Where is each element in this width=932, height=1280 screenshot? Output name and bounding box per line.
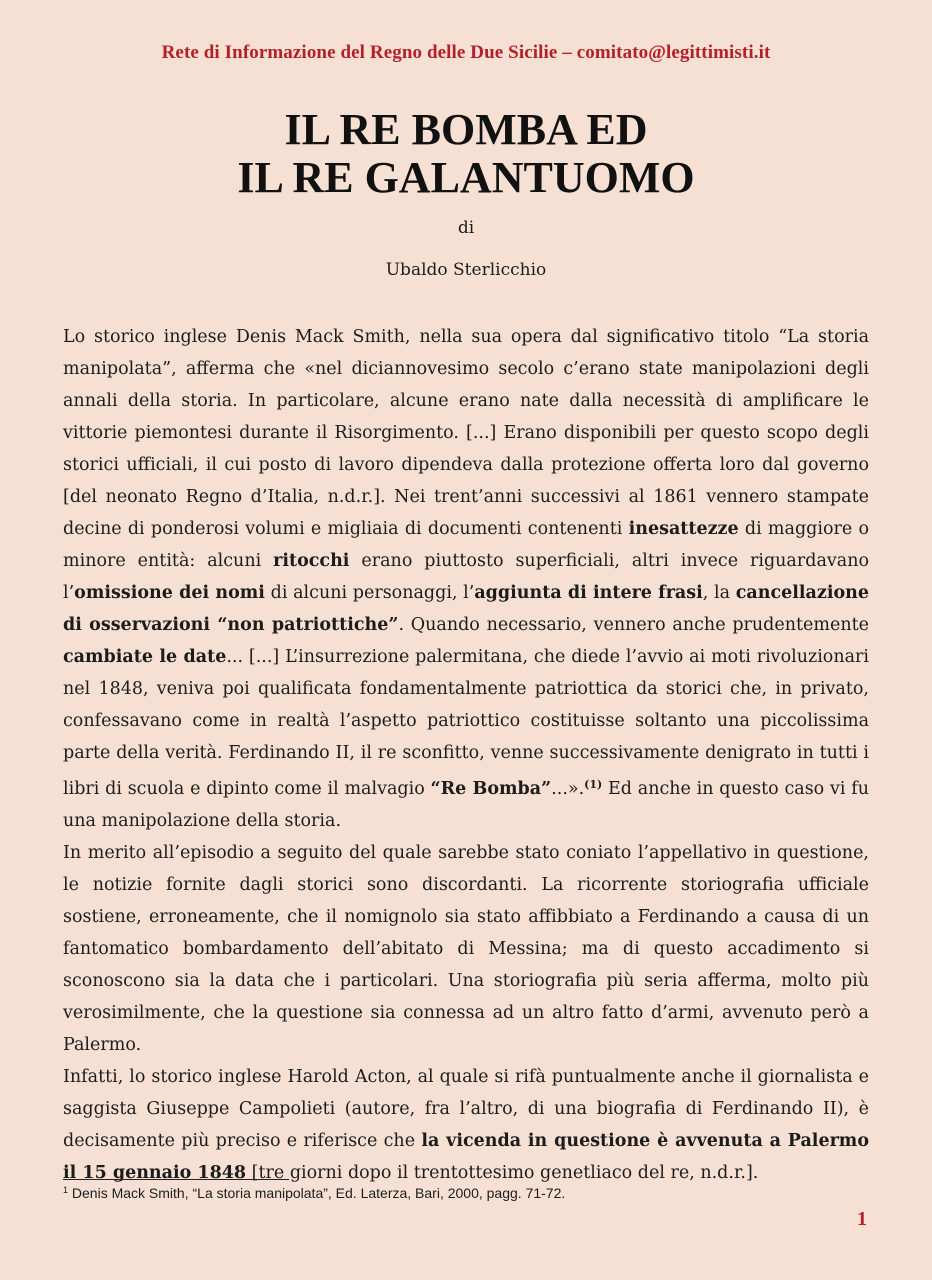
text-run: ... [...] L’insurrezione palermitana, che diede l’avvio ai moti rivoluzionari nel 1848, veniva poi qualificata fondamentalmente patriottica da storici che, in privato, confessavano come in realtà l’aspetto patriottico costituisse soltanto una piccolissima parte della verità. Ferdinando II, il re sconfitto, venne successivamente denigrato in tutti i libri di scuola e dipinto come il malvagio (63, 647, 869, 799)
bold-run: la vicenda in questione è avvenuta a Palermo il 15 gennaio 1848 (63, 1131, 869, 1183)
footnote-divider (63, 1179, 289, 1180)
text-run: . Quando necessario, vennero anche prudentemente (398, 615, 869, 635)
byline-di: di (457, 218, 475, 238)
paragraph-3 (63, 1061, 869, 1189)
text-run: Ed anche in questo caso vi fu una manipolazione della storia. (63, 779, 869, 831)
footnote-text: Denis Mack Smith, “La storia manipolata”, Ed. Laterza, Bari, 2000, pagg. 71-72. (68, 1185, 566, 1201)
text-run: Lo storico inglese Denis Mack Smith, nella sua opera dal significativo titolo “La storia manipolata”, afferma che «nel diciannovesimo secolo c’erano state manipolazioni degli annali della storia. In particolare, alcune erano nate dalla necessità di amplificare le vittorie piemontesi durante il Risorgimento. [...] Erano disponibili per questo scopo degli storici ufficiali, il cui posto di lavoro dipendeva dalla protezione offerta loro dal governo [del neonato Regno d’Italia, n.d.r.]. Nei trent’anni successivi al 1861 vennero stampate decine di ponderosi volumi e migliaia di documenti contenenti (63, 327, 869, 539)
footnote-number: 1 (63, 1185, 69, 1195)
article-body (63, 321, 869, 1189)
bold-run: omissione dei nomi (74, 583, 265, 603)
bold-run: ritocchi (273, 551, 350, 571)
text-run: Infatti, lo storico inglese Harold Acton, al quale si rifà puntualmente anche il giornalista e saggista Giuseppe Campolieti (autore, fra l’altro, di una biografia di Ferdinando II), è decisamente più preciso e riferisce che (63, 1067, 869, 1151)
bold-run: cambiate le date (63, 647, 227, 667)
text-run: ...». (551, 779, 585, 799)
paragraph-2: In merito all’episodio a seguito del quale sarebbe stato coniato l’appellativo in questione, le notizie fornite dagli storici sono discordanti. La ricorrente storiografia ufficiale sostiene, erroneamente, che il nomignolo sia stato affibbiato a Ferdinando a causa di un fantomatico bombardamento dell’abitato di Messina; ma di questo accadimento si sconoscono sia la data che i particolari. Una storiografia più seria afferma, molto più verosimilmente, che la questione sia connessa ad un altro fatto d’armi, avvenuto però a Palermo. (63, 843, 869, 1055)
paragraph-1 (63, 321, 869, 837)
footnote-reference[interactable]: (1) (584, 778, 603, 791)
bold-run: inesattezze (628, 519, 739, 539)
title-line-1: IL RE BOMBA ED (284, 105, 648, 154)
document-title (0, 106, 932, 202)
text-run: di maggiore o minore entità: alcuni (63, 519, 869, 571)
page-number: 1 (857, 1208, 867, 1230)
title-line-2: IL RE GALANTUOMO (237, 153, 695, 202)
text-run: , la (702, 583, 736, 603)
text-run: di alcuni personaggi, l’ (264, 583, 475, 603)
footnote (63, 1185, 869, 1201)
bold-run: “Re Bomba” (430, 779, 552, 799)
bold-run: aggiunta di intere frasi (474, 583, 703, 603)
text-run: erano piuttosto superficiali, altri invece riguardavano l’ (63, 551, 869, 603)
bold-run: cancellazione di osservazioni “non patriottiche” (63, 583, 870, 635)
author-name: Ubaldo Sterlicchio (385, 260, 547, 280)
text-run: [tre giorni dopo il trentottesimo genetliaco del re, n.d.r.]. (246, 1163, 759, 1183)
running-header: Rete di Informazione del Regno delle Due Sicilie – comitato@legittimisti.it (161, 42, 771, 63)
